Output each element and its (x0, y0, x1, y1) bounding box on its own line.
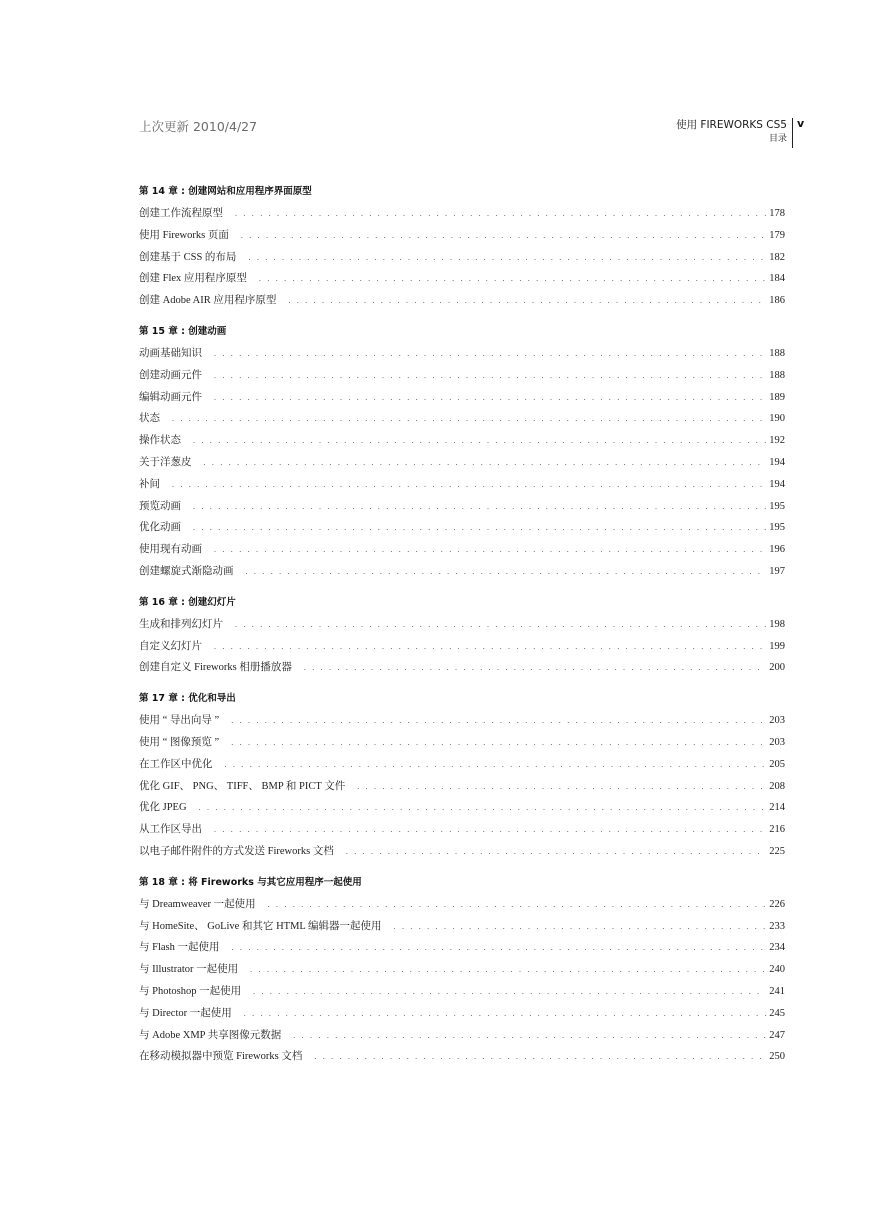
dot-leader (214, 343, 766, 365)
toc-entry-page: 226 (769, 898, 785, 910)
toc-entry-page: 245 (769, 1007, 785, 1019)
chapter-title: 第 16 章 : 创建幻灯片 (139, 596, 236, 608)
dot-leader (214, 387, 766, 409)
toc-entry[interactable] (139, 657, 785, 679)
toc-entry[interactable] (139, 430, 785, 452)
dot-leader (304, 657, 766, 679)
chapter-title: 第 15 章 : 创建动画 (139, 325, 227, 337)
toc-entry-label: 使用 “ 导出向导 ” (139, 715, 220, 727)
dot-leader (293, 1025, 766, 1047)
toc-entry[interactable] (139, 819, 785, 841)
toc-entry[interactable] (139, 1003, 785, 1025)
toc-entry[interactable] (139, 561, 785, 583)
dot-leader (214, 539, 766, 561)
dot-leader (259, 268, 766, 290)
toc-entry[interactable] (139, 290, 785, 312)
toc-entry-label: 与 Illustrator 一起使用 (139, 964, 239, 976)
toc-entry-page: 225 (769, 845, 785, 857)
toc-entry-label: 以电子邮件附件的方式发送 Fireworks 文档 (139, 845, 334, 857)
dot-leader (394, 916, 767, 938)
toc-entry[interactable] (139, 539, 785, 561)
toc-entry-label: 创建自定义 Fireworks 相册播放器 (139, 662, 292, 674)
toc-entry-page: 184 (769, 273, 785, 285)
dot-leader (235, 203, 766, 225)
toc-chapter (139, 181, 785, 312)
toc-entry-label: 与 Adobe XMP 共享图像元数据 (139, 1029, 282, 1041)
toc-entry[interactable] (139, 474, 785, 496)
chapter-title: 第 17 章 : 优化和导出 (139, 693, 236, 705)
toc-entry[interactable] (139, 937, 785, 959)
dot-leader (214, 819, 766, 841)
dot-leader (253, 981, 766, 1003)
toc-entry-page: 240 (769, 964, 785, 976)
toc-entry-page: 186 (769, 295, 785, 307)
toc-entry-page: 200 (769, 662, 785, 674)
dot-leader (248, 247, 766, 269)
toc-entry[interactable] (139, 776, 785, 798)
table-of-contents (139, 181, 785, 1077)
toc-entry-label: 动画基础知识 (139, 347, 202, 359)
toc-entry-label: 预览动画 (139, 500, 181, 512)
toc-chapter (139, 688, 785, 863)
dot-leader (193, 430, 766, 452)
toc-entry[interactable] (139, 636, 785, 658)
toc-entry-page: 194 (769, 456, 785, 468)
toc-entry-label: 从工作区导出 (139, 824, 202, 836)
toc-entry-label: 状态 (139, 413, 160, 425)
toc-entry-page: 208 (769, 780, 785, 792)
toc-chapter (139, 321, 785, 583)
toc-entry-page: 188 (769, 347, 785, 359)
toc-entry-label: 与 Director 一起使用 (139, 1007, 232, 1019)
running-header (676, 118, 787, 146)
dot-leader (268, 894, 767, 916)
toc-entry-label: 与 Dreamweaver 一起使用 (139, 898, 256, 910)
header-divider (792, 118, 793, 148)
toc-entry-label: 与 HomeSite、 GoLive 和其它 HTML 编辑器一起使用 (139, 920, 382, 932)
toc-entry-label: 使用 “ 图像预览 ” (139, 736, 220, 748)
toc-entry[interactable] (139, 981, 785, 1003)
dot-leader (225, 754, 767, 776)
dot-leader (214, 636, 766, 658)
toc-entry-label: 关于洋葱皮 (139, 456, 192, 468)
toc-entry-page: 205 (769, 758, 785, 770)
dot-leader (235, 614, 766, 636)
toc-entry-label: 在工作区中优化 (139, 758, 213, 770)
toc-entry-label: 创建螺旋式渐隐动画 (139, 565, 234, 577)
dot-leader (357, 776, 766, 798)
toc-entry-label: 编辑动画元件 (139, 391, 202, 403)
toc-entry-label: 创建 Flex 应用程序原型 (139, 273, 247, 285)
toc-entry-label: 在移动模拟器中预览 Fireworks 文档 (139, 1051, 303, 1063)
toc-entry-page: 178 (769, 208, 785, 219)
dot-leader (204, 452, 767, 474)
toc-entry[interactable] (139, 387, 785, 409)
toc-entry[interactable] (139, 203, 785, 225)
dot-leader (231, 710, 766, 732)
toc-entry[interactable] (139, 732, 785, 754)
dot-leader (241, 225, 766, 247)
toc-entry-label: 使用现有动画 (139, 544, 202, 556)
toc-entry-label: 创建工作流程原型 (139, 208, 223, 219)
toc-entry-label: 优化 JPEG (139, 802, 187, 814)
dot-leader (346, 841, 766, 863)
toc-chapter (139, 872, 785, 1068)
section-title: 目录 (768, 134, 787, 144)
toc-entry-label: 优化 GIF、 PNG、 TIFF、 BMP 和 PICT 文件 (139, 780, 346, 792)
dot-leader (214, 365, 766, 387)
toc-entry-page: 247 (769, 1029, 785, 1041)
dot-leader (193, 496, 766, 518)
toc-entry-page: 195 (769, 522, 785, 534)
dot-leader (314, 1046, 766, 1068)
toc-entry[interactable] (139, 916, 785, 938)
chapter-title: 第 18 章 : 将 Fireworks 与其它应用程序一起使用 (139, 876, 362, 888)
dot-leader (199, 797, 767, 819)
toc-entry-page: 190 (769, 413, 785, 425)
dot-leader (231, 732, 766, 754)
toc-entry-page: 214 (769, 802, 785, 814)
toc-entry-page: 179 (769, 229, 785, 241)
toc-entry-label: 补间 (139, 478, 160, 490)
toc-entry[interactable] (139, 517, 785, 539)
toc-entry-page: 203 (769, 736, 785, 748)
page-number: v (797, 117, 805, 130)
toc-entry[interactable] (139, 408, 785, 430)
last-updated-date: 上次更新 2010/4/27 (139, 119, 258, 134)
toc-entry-label: 与 Photoshop 一起使用 (139, 985, 242, 997)
toc-entry-label: 优化动画 (139, 522, 181, 534)
toc-entry[interactable] (139, 343, 785, 365)
toc-entry-page: 216 (769, 824, 785, 836)
dot-leader (244, 1003, 767, 1025)
toc-entry[interactable] (139, 797, 785, 819)
toc-entry[interactable] (139, 247, 785, 269)
toc-entry-page: 203 (769, 715, 785, 727)
book-title: 使用 FIREWORKS CS5 (676, 119, 787, 131)
dot-leader (172, 474, 766, 496)
toc-entry[interactable] (139, 496, 785, 518)
toc-entry[interactable] (139, 710, 785, 732)
toc-entry-page: 250 (769, 1051, 785, 1063)
toc-entry-page: 196 (769, 544, 785, 556)
toc-entry-page: 182 (769, 251, 785, 263)
toc-entry[interactable] (139, 225, 785, 247)
chapter-title: 第 14 章 : 创建网站和应用程序界面原型 (139, 186, 312, 197)
dot-leader (172, 408, 766, 430)
toc-entry[interactable] (139, 1025, 785, 1047)
toc-entry-page: 198 (769, 618, 785, 630)
dot-leader (288, 290, 766, 312)
toc-entry[interactable] (139, 268, 785, 290)
toc-entry-page: 234 (769, 942, 785, 954)
toc-entry[interactable] (139, 754, 785, 776)
toc-entry[interactable] (139, 841, 785, 863)
toc-entry[interactable] (139, 1046, 785, 1068)
toc-entry[interactable] (139, 894, 785, 916)
toc-entry-label: 创建基于 CSS 的布局 (139, 251, 237, 263)
toc-entry-label: 生成和排列幻灯片 (139, 618, 223, 630)
toc-entry-page: 195 (769, 500, 785, 512)
toc-entry[interactable] (139, 365, 785, 387)
toc-entry[interactable] (139, 614, 785, 636)
dot-leader (193, 517, 766, 539)
dot-leader (246, 561, 767, 583)
dot-leader (232, 937, 767, 959)
toc-entry-page: 197 (769, 565, 785, 577)
toc-entry-page: 194 (769, 478, 785, 490)
toc-entry-page: 199 (769, 640, 785, 652)
toc-entry-label: 创建 Adobe AIR 应用程序原型 (139, 295, 277, 307)
toc-entry-label: 使用 Fireworks 页面 (139, 229, 229, 241)
toc-entry-page: 241 (769, 985, 785, 997)
toc-entry-page: 192 (769, 435, 785, 447)
toc-entry-label: 与 Flash 一起使用 (139, 942, 220, 954)
toc-entry-label: 自定义幻灯片 (139, 640, 202, 652)
toc-entry-page: 188 (769, 369, 785, 381)
toc-entry-label: 操作状态 (139, 435, 181, 447)
dot-leader (250, 959, 766, 981)
toc-entry-page: 189 (769, 391, 785, 403)
toc-entry[interactable] (139, 452, 785, 474)
toc-entry-page: 233 (769, 920, 785, 932)
toc-chapter (139, 592, 785, 679)
toc-entry[interactable] (139, 959, 785, 981)
toc-entry-label: 创建动画元件 (139, 369, 202, 381)
